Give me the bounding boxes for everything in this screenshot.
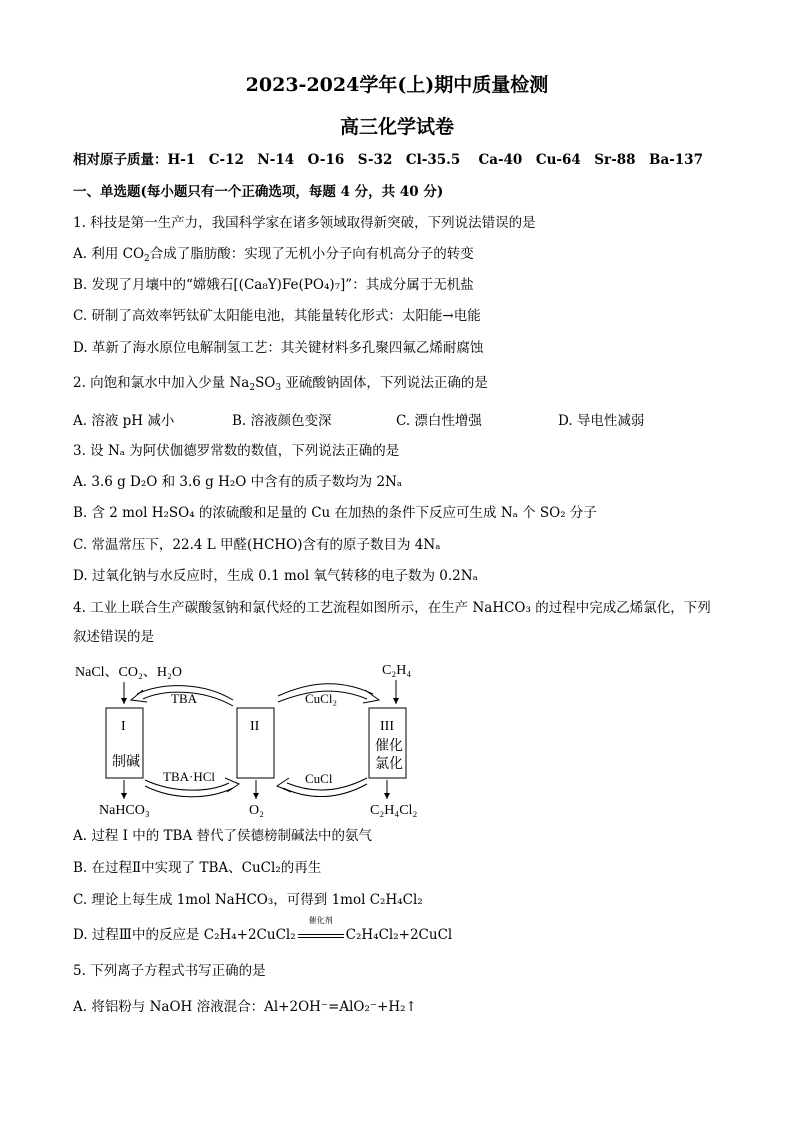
q2-stem-pre: 2. 向饱和氯水中加入少量 Na (73, 375, 250, 391)
q2-option-b: B. 溶液颜色变深 (232, 413, 332, 429)
q1-option-d: D. 革新了海水原位电解制氢工艺：其关键材料多孔聚四氟乙烯耐腐蚀 (73, 340, 484, 356)
q1-option-a (73, 244, 763, 264)
q4-d-condition: 催化剂 (308, 916, 333, 925)
arrow-tbahcl-label: TBA·HCl (163, 769, 215, 784)
q4-option-c: C. 理论上每生成 1mol NaHCO₃，可得到 1mol C₂H₄Cl₂ (73, 892, 423, 908)
q5-option-a: A. 将铝粉与 NaOH 溶液混合：Al+2OH⁻=AlO₂⁻+H₂↑ (73, 999, 417, 1015)
q2-option-d: D. 导电性减弱 (558, 413, 645, 429)
q3-option-c: C. 常温常压下，22.4 L 甲醛(HCHO)含有的原子数目为 4Nₐ (73, 537, 441, 553)
q1-option-b: B. 发现了月壤中的“嫦娥石[(Ca₈Y)Fe(PO₄)₇]”：其成分属于无机盐 (73, 277, 474, 293)
out-left-label: NaHCO₃ (99, 803, 150, 818)
arrow-cucl2-label: CuCl₂ (305, 691, 337, 706)
arrow-cucl-head (277, 778, 291, 792)
q3-option-a: A. 3.6 g D₂O 和 3.6 g H₂O 中含有的质子数均为 2Nₐ (73, 474, 403, 490)
page-subtitle: 高三化学试卷 (339, 116, 454, 138)
arrow-tbahcl-head (225, 778, 239, 792)
arrow-tbahcl-outer (145, 786, 233, 797)
out-right-label: C₂H₄Cl₂ (370, 803, 418, 818)
q1-a-sub: 2 (144, 254, 150, 264)
q2-option-a: A. 溶液 pH 减小 (73, 413, 175, 429)
arrow-tba-label: TBA (171, 691, 197, 706)
process-flow-diagram (73, 656, 453, 821)
box3-label-line2: 氯化 (375, 757, 403, 772)
q2-stem-sub1: 2 (249, 383, 256, 393)
q4-stem-line1: 4. 工业上联合生产碳酸氢钠和氯代烃的工艺流程如图所示，在生产 NaHCO₃ 的过程中完成乙烯氯化，下列 (73, 600, 711, 616)
q4-d-pre: D. 过程Ⅲ中的反应是 C₂H₄+2CuCl₂ (73, 927, 296, 943)
q1-stem: 1. 科技是第一生产力，我国科学家在诸多领域取得新突破，下列说法错误的是 (73, 215, 536, 231)
out-mid-label: O₂ (249, 803, 264, 818)
box3-label-line1: 催化 (375, 739, 403, 754)
q2-options (73, 409, 763, 429)
q2-stem-sub2: 3 (275, 383, 282, 393)
q3-option-b: B. 含 2 mol H₂SO₄ 的浓硫酸和足量的 Cu 在加热的条件下反应可生成 Nₐ 个 SO₂ 分子 (73, 505, 597, 521)
q4-d-post: C₂H₄Cl₂+2CuCl (345, 927, 453, 943)
q4-option-d (73, 916, 763, 945)
feed-top-left-label: NaCl、CO₂、H₂O (75, 665, 182, 680)
box2-number: II (250, 719, 260, 734)
arrow-cucl2-head (363, 690, 379, 703)
arrow-tba-head (131, 690, 147, 702)
q4-option-a: A. 过程 I 中的 TBA 替代了侯德榜制碱法中的氨气 (73, 828, 373, 844)
q4-stem-line2: 叙述错误的是 (73, 629, 154, 645)
q3-stem: 3. 设 Nₐ 为阿伏伽德罗常数的数值，下列说法正确的是 (73, 443, 400, 459)
q2-stem-post: 亚硫酸钠固体，下列说法正确的是 (281, 375, 488, 391)
q1-a-pre: A. 利用 CO (73, 246, 145, 262)
box1-label: 制碱 (112, 755, 140, 770)
atomic-masses: 相对原子质量：H-1 C-12 N-14 O-16 S-32 Cl-35.5 Ca-40 Cu-64 Sr-88 Ba-137 (73, 152, 703, 168)
q4-d-condition-arrow (298, 916, 344, 945)
q4-option-b: B. 在过程Ⅱ中实现了 TBA、CuCl₂的再生 (73, 860, 322, 876)
feed-top-right-label: C₂H₄ (382, 663, 412, 678)
q5-stem: 5. 下列离子方程式书写正确的是 (73, 963, 266, 979)
section1-heading: 一、单选题(每小题只有一个正确选项，每题 4 分，共 40 分) (73, 184, 444, 200)
q2-stem (73, 373, 763, 393)
q3-option-d: D. 过氧化钠与水反应时，生成 0.1 mol 氧气转移的电子数为 0.2Nₐ (73, 568, 478, 584)
q2-stem-mid: SO (255, 375, 276, 391)
q1-option-c: C. 研制了高效率钙钛矿太阳能电池，其能量转化形式：太阳能→电能 (73, 308, 481, 324)
q2-option-c: C. 漂白性增强 (396, 413, 482, 429)
q4-d-equals (298, 934, 344, 938)
page-title: 2023-2024学年(上)期中质量检测 (245, 74, 549, 96)
box3-number: III (380, 719, 394, 734)
arrow-cucl-label: CuCl (305, 771, 333, 786)
box1-number: I (121, 719, 126, 734)
q1-a-post: 合成了脂肪酸：实现了无机小分子向有机高分子的转变 (149, 246, 474, 262)
